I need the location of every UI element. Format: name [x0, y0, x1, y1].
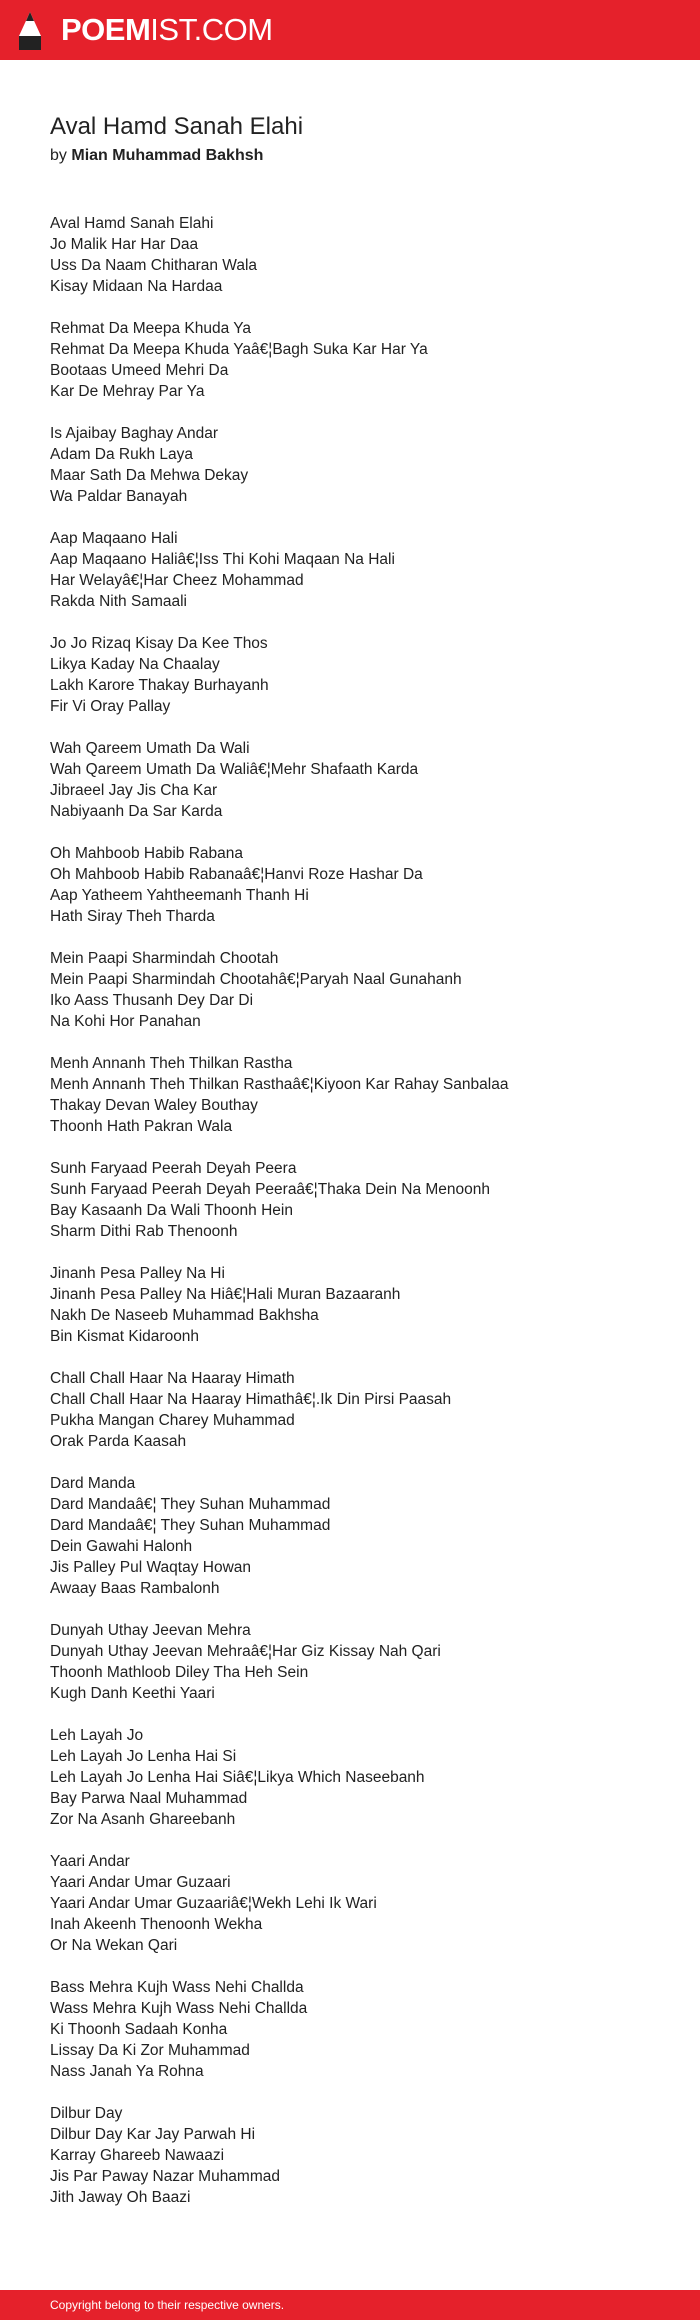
poem-line: Bay Parwa Naal Muhammad	[50, 1790, 248, 1807]
poem-line: Or Na Wekan Qari	[50, 1937, 178, 1954]
poem-line: Lakh Karore Thakay Burhayanh	[50, 677, 269, 694]
stanza	[50, 1725, 670, 1830]
poem-line: Maar Sath Da Mehwa Dekay	[50, 467, 249, 484]
poem-line: Dein Gawahi Halonh	[50, 1538, 193, 1555]
poem-line: Bass Mehra Kujh Wass Nehi Challda	[50, 1979, 304, 1996]
poem-line: Chall Chall Haar Na Haaray Himath	[50, 1370, 295, 1387]
stanza	[50, 948, 670, 1032]
poem-line: Jith Jaway Oh Baazi	[50, 2189, 191, 2206]
poem-line: Dard Mandaâ€¦ They Suhan Muhammad	[50, 1496, 331, 1513]
stanza	[50, 738, 670, 822]
stanza	[50, 1158, 670, 1242]
poem-line: Thakay Devan Waley Bouthay	[50, 1097, 258, 1114]
poem-line: Thoonh Hath Pakran Wala	[50, 1118, 233, 1135]
poem-line: Rakda Nith Samaali	[50, 593, 187, 610]
poem-line: Na Kohi Hor Panahan	[50, 1013, 201, 1030]
poem-line: Hath Siray Theh Tharda	[50, 908, 215, 925]
poem-line: Ki Thoonh Sadaah Konha	[50, 2021, 228, 2038]
poem-line: Jibraeel Jay Jis Cha Kar	[50, 782, 218, 799]
poem-line: Jo Malik Har Har Daa	[50, 236, 199, 253]
poem-line: Bootaas Umeed Mehri Da	[50, 362, 229, 379]
poem-line: Rehmat Da Meepa Khuda Ya	[50, 320, 252, 337]
poem-title: Aval Hamd Sanah Elahi	[50, 113, 304, 140]
poem-article	[50, 112, 670, 2229]
poem-line: Aap Yatheem Yahtheemanh Thanh Hi	[50, 887, 309, 904]
poem-line: Dard Manda	[50, 1475, 136, 1492]
poem-line: Adam Da Rukh Laya	[50, 446, 194, 463]
poem-line: Wa Paldar Banayah	[50, 488, 188, 505]
poem-line: Har Welayâ€¦Har Cheez Mohammad	[50, 572, 304, 589]
poem-body	[50, 213, 670, 2208]
poem-line: Leh Layah Jo Lenha Hai Siâ€¦Likya Which Naseebanh	[50, 1769, 425, 1786]
logo-text-bold: POEM	[61, 12, 151, 47]
poem-line: Yaari Andar	[50, 1853, 130, 1870]
poem-line: Jis Par Paway Nazar Muhammad	[50, 2168, 280, 2185]
poem-line: Leh Layah Jo Lenha Hai Si	[50, 1748, 237, 1765]
poem-line: Dard Mandaâ€¦ They Suhan Muhammad	[50, 1517, 331, 1534]
poem-line: Dilbur Day	[50, 2105, 123, 2122]
poem-line: Chall Chall Haar Na Haaray Himathâ€¦.Ik Din Pirsi Paasah	[50, 1391, 452, 1408]
site-footer	[0, 2290, 700, 2320]
poem-line: Orak Parda Kaasah	[50, 1433, 187, 1450]
poem-line: Aap Maqaano Hali	[50, 530, 178, 547]
poem-line: Menh Annanh Theh Thilkan Rasthaâ€¦Kiyoon Kar Rahay Sanbalaa	[50, 1076, 509, 1093]
site-header	[0, 0, 700, 60]
poem-line: Jo Jo Rizaq Kisay Da Kee Thos	[50, 635, 268, 652]
byline	[50, 145, 670, 167]
poem-line: Bin Kismat Kidaroonh	[50, 1328, 200, 1345]
logo-text-light: IST.COM	[150, 12, 273, 47]
stanza	[50, 633, 670, 717]
poem-line: Inah Akeenh Thenoonh Wekha	[50, 1916, 263, 1933]
stanza	[50, 1053, 670, 1137]
pencil-tip-icon[interactable]	[17, 10, 43, 52]
stanza	[50, 1620, 670, 1704]
poem-line: Awaay Baas Rambalonh	[50, 1580, 220, 1597]
poem-line: Jis Palley Pul Waqtay Howan	[50, 1559, 252, 1576]
poem-line: Nass Janah Ya Rohna	[50, 2063, 204, 2080]
poem-line: Oh Mahboob Habib Rabana	[50, 845, 244, 862]
poem-line: Rehmat Da Meepa Khuda Yaâ€¦Bagh Suka Kar Har Ya	[50, 341, 428, 358]
poem-line: Jinanh Pesa Palley Na Hi	[50, 1265, 225, 1282]
poem-line: Thoonh Mathloob Diley Tha Heh Sein	[50, 1664, 309, 1681]
poem-line: Dunyah Uthay Jeevan Mehraâ€¦Har Giz Kissay Nah Qari	[50, 1643, 441, 1660]
poem-line: Nakh De Naseeb Muhammad Bakhsha	[50, 1307, 319, 1324]
poem-line: Fir Vi Oray Pallay	[50, 698, 171, 715]
stanza	[50, 213, 670, 297]
poem-line: Kar De Mehray Par Ya	[50, 383, 205, 400]
poem-line: Aval Hamd Sanah Elahi	[50, 215, 214, 232]
poem-line: Leh Layah Jo	[50, 1727, 144, 1744]
poem-line: Is Ajaibay Baghay Andar	[50, 425, 219, 442]
poem-line: Iko Aass Thusanh Dey Dar Di	[50, 992, 254, 1009]
poem-line: Menh Annanh Theh Thilkan Rastha	[50, 1055, 293, 1072]
stanza	[50, 1368, 670, 1452]
poem-line: Sunh Faryaad Peerah Deyah Peera	[50, 1160, 297, 1177]
poem-line: Likya Kaday Na Chaalay	[50, 656, 220, 673]
by-label: by	[50, 147, 67, 164]
author-name[interactable]: Mian Muhammad Bakhsh	[71, 147, 264, 164]
stanza	[50, 1473, 670, 1599]
poem-line: Lissay Da Ki Zor Muhammad	[50, 2042, 250, 2059]
stanza	[50, 843, 670, 927]
poem-line: Sharm Dithi Rab Thenoonh	[50, 1223, 238, 1240]
stanza	[50, 1263, 670, 1347]
poem-line: Dunyah Uthay Jeevan Mehra	[50, 1622, 251, 1639]
site-logo[interactable]	[61, 11, 273, 49]
stanza	[50, 1851, 670, 1956]
poem-line: Pukha Mangan Charey Muhammad	[50, 1412, 295, 1429]
poem-line: Nabiyaanh Da Sar Karda	[50, 803, 223, 820]
poem-line: Yaari Andar Umar Guzaari	[50, 1874, 231, 1891]
copyright-text: Copyright belong to their respective owners.	[50, 2298, 285, 2312]
poem-line: Yaari Andar Umar Guzaariâ€¦Wekh Lehi Ik Wari	[50, 1895, 377, 1912]
poem-line: Wah Qareem Umath Da Wali	[50, 740, 250, 757]
poem-line: Jinanh Pesa Palley Na Hiâ€¦Hali Muran Bazaaranh	[50, 1286, 401, 1303]
stanza	[50, 318, 670, 402]
stanza	[50, 423, 670, 507]
poem-line: Oh Mahboob Habib Rabanaâ€¦Hanvi Roze Hashar Da	[50, 866, 423, 883]
stanza	[50, 528, 670, 612]
poem-line: Uss Da Naam Chitharan Wala	[50, 257, 258, 274]
poem-line: Sunh Faryaad Peerah Deyah Peeraâ€¦Thaka Dein Na Menoonh	[50, 1181, 491, 1198]
poem-line: Aap Maqaano Haliâ€¦Iss Thi Kohi Maqaan Na Hali	[50, 551, 395, 568]
stanza	[50, 2103, 670, 2208]
poem-line: Mein Paapi Sharmindah Chootah	[50, 950, 279, 967]
poem-line: Mein Paapi Sharmindah Chootahâ€¦Paryah Naal Gunahanh	[50, 971, 462, 988]
poem-line: Kisay Midaan Na Hardaa	[50, 278, 223, 295]
poem-line: Dilbur Day Kar Jay Parwah Hi	[50, 2126, 256, 2143]
poem-line: Zor Na Asanh Ghareebanh	[50, 1811, 236, 1828]
poem-line: Wah Qareem Umath Da Waliâ€¦Mehr Shafaath Karda	[50, 761, 419, 778]
stanza	[50, 1977, 670, 2082]
poem-line: Wass Mehra Kujh Wass Nehi Challda	[50, 2000, 308, 2017]
poem-line: Karray Ghareeb Nawaazi	[50, 2147, 225, 2164]
poem-line: Bay Kasaanh Da Wali Thoonh Hein	[50, 1202, 293, 1219]
poem-line: Kugh Danh Keethi Yaari	[50, 1685, 215, 1702]
